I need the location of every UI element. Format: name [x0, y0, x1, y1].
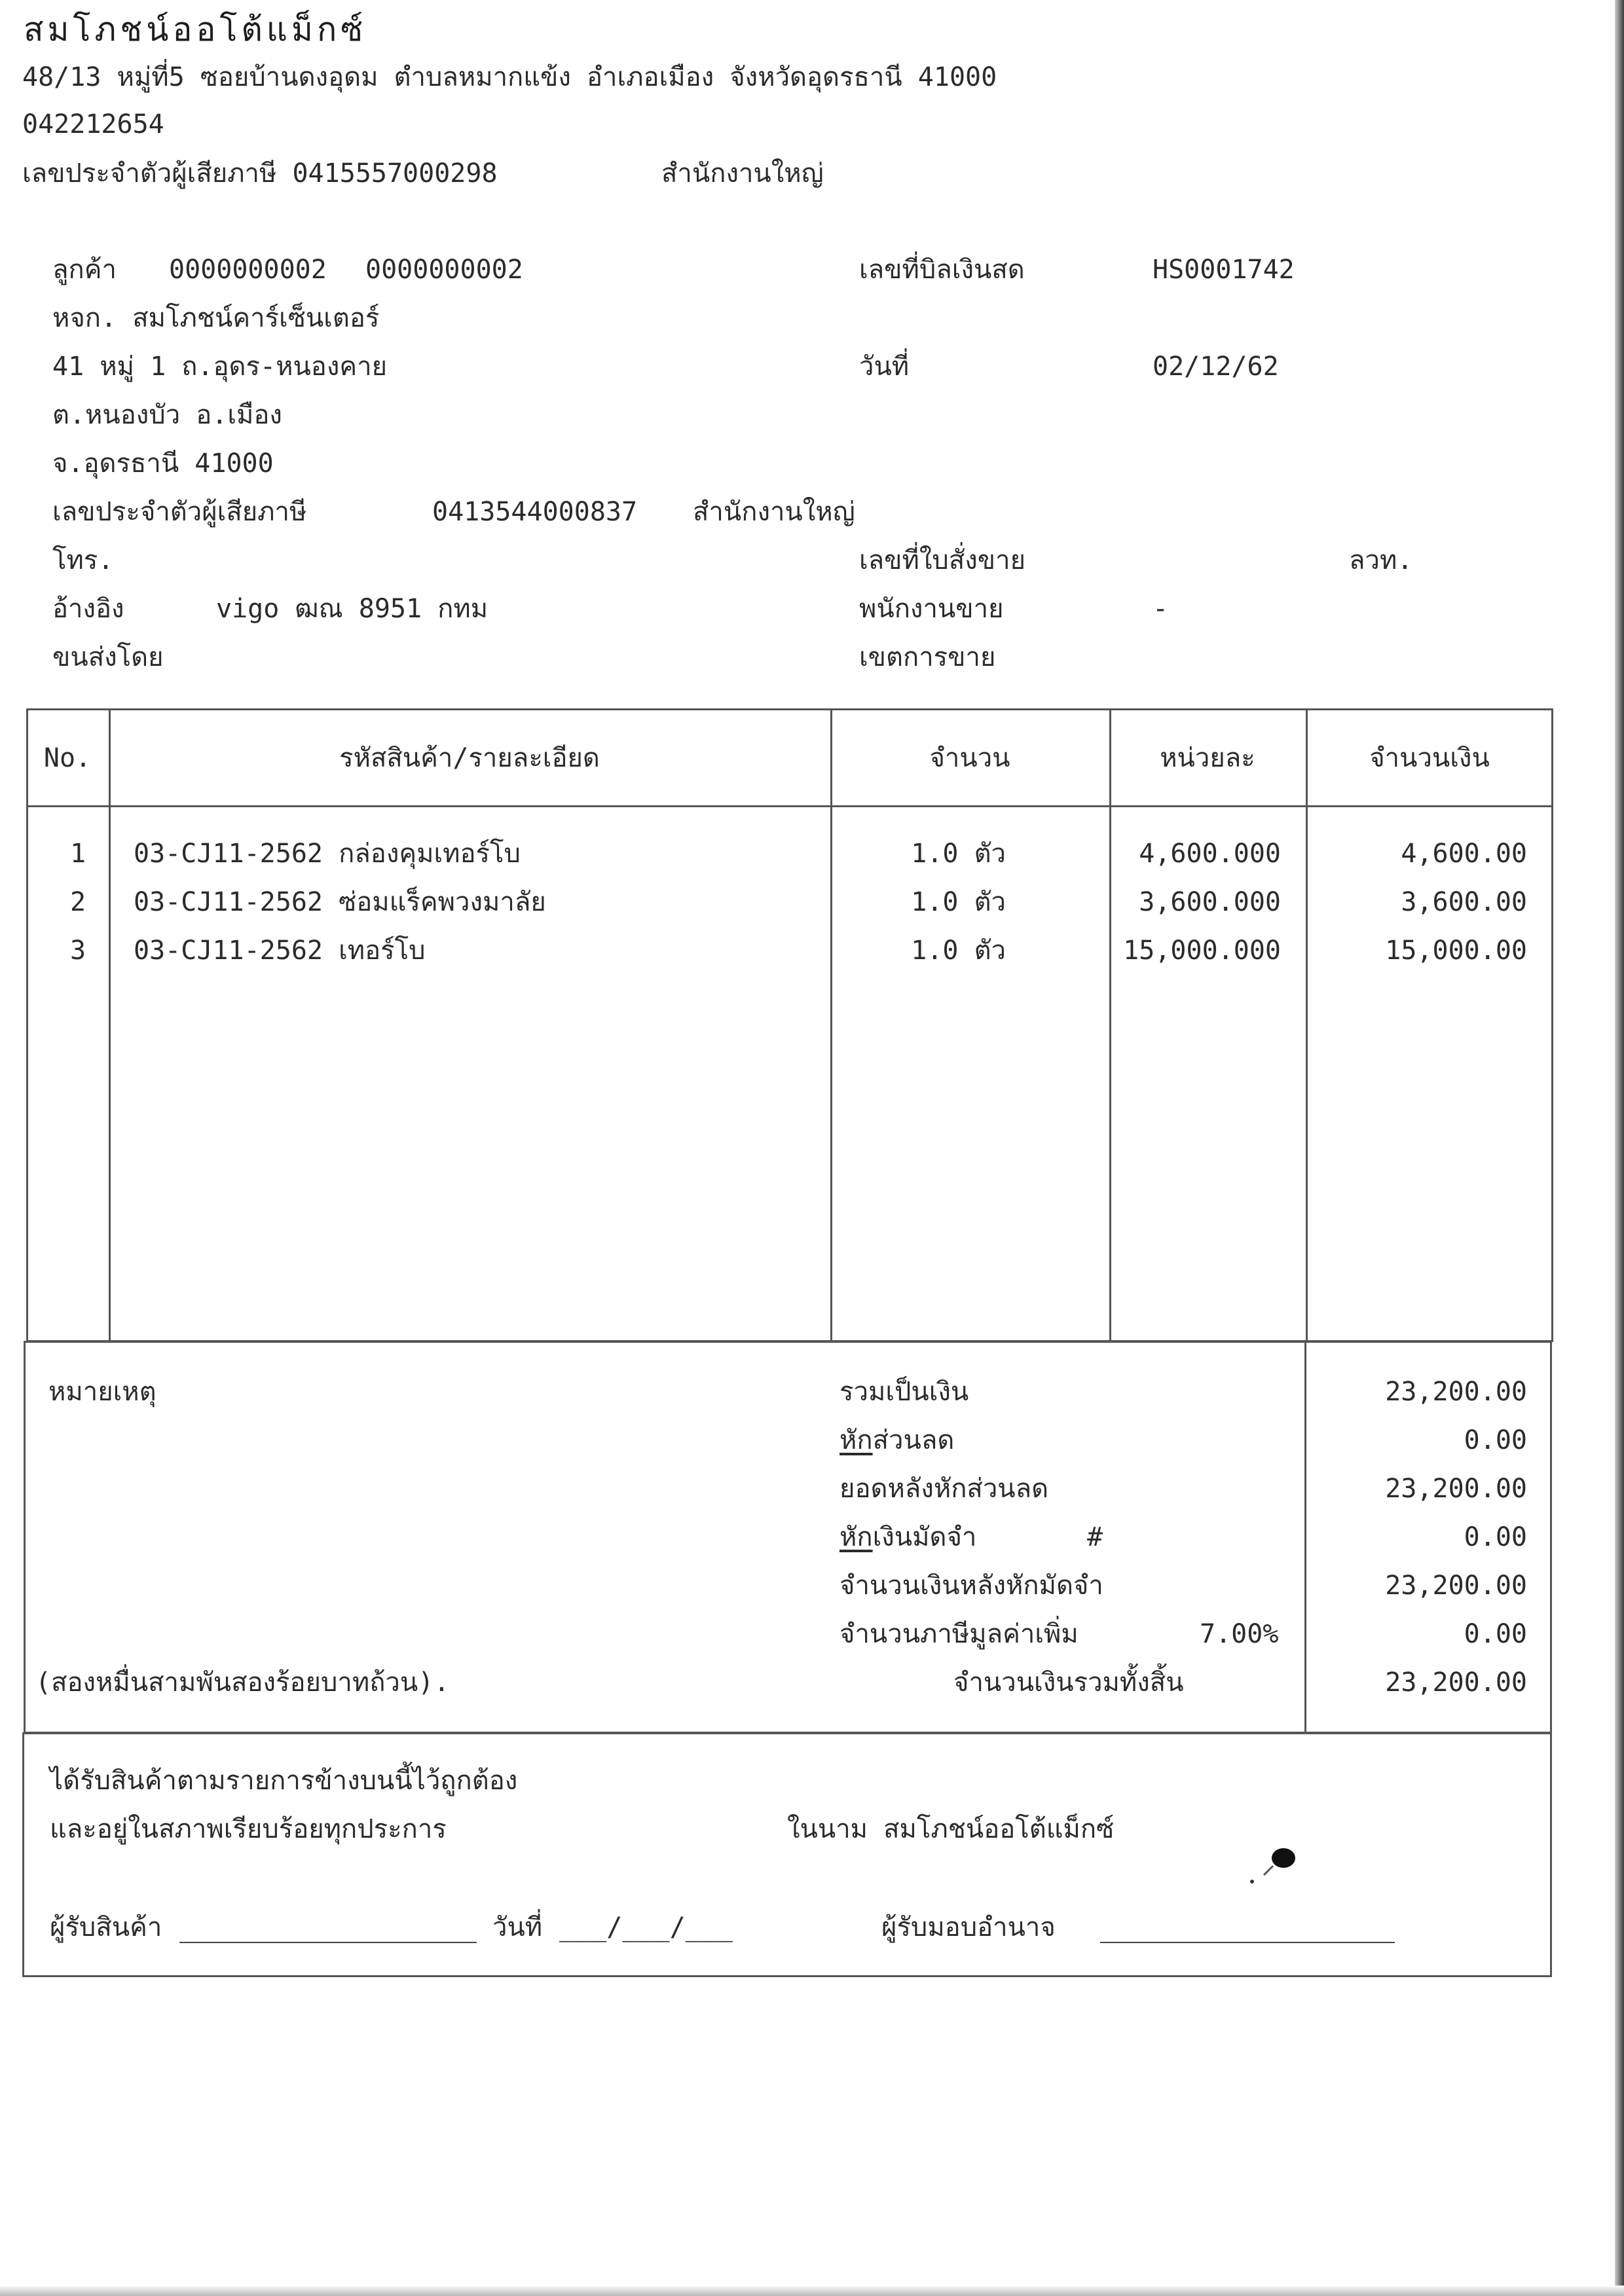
phone-label: โทร. — [52, 545, 114, 575]
row-unit-price: 3,600.000 — [1139, 887, 1281, 917]
grand-total-value: 23,200.00 — [1385, 1667, 1527, 1698]
after-deposit-value: 23,200.00 — [1385, 1571, 1527, 1601]
company-tax-id: เลขประจำตัวผู้เสียภาษี 0415557000298 — [22, 158, 498, 189]
row-quantity: 1.0 ตัว — [911, 839, 1006, 869]
order-number-label: เลขที่ใบสั่งขาย — [859, 545, 1026, 575]
row-unit-price: 4,600.000 — [1139, 839, 1281, 869]
row-amount: 3,600.00 — [1401, 887, 1527, 917]
reference-label: อ้างอิง — [52, 594, 124, 624]
bill-number-label: เลขที่บิลเงินสด — [859, 255, 1025, 285]
column-divider — [1109, 708, 1111, 1342]
row-no: 2 — [69, 887, 86, 917]
deposit-label — [840, 1524, 976, 1550]
items-table — [26, 708, 1553, 1342]
vat-label: จำนวนภาษีมูลค่าเพิ่ม — [840, 1619, 1079, 1649]
discount-text: ส่วนลด — [872, 1425, 955, 1455]
bill-number: HS0001742 — [1153, 255, 1295, 285]
customer-name: หจก. สมโภชน์คาร์เซ็นเตอร์ — [52, 303, 380, 333]
receiver-label: ผู้รับสินค้า — [50, 1912, 162, 1942]
salesperson-label: พนักงานขาย — [859, 594, 1004, 624]
remark-label: หมายเหตุ — [48, 1377, 157, 1407]
invoice-date: 02/12/62 — [1153, 352, 1279, 382]
company-name: สมโภชน์ออโต้แม็กซ์ — [24, 10, 367, 48]
on-behalf-of: ในนาม สมโภชน์ออโต้แม็กซ์ — [787, 1814, 1115, 1844]
receipt-date-label: วันที่ — [492, 1912, 543, 1942]
row-amount: 4,600.00 — [1401, 839, 1527, 869]
company-branch: สำนักงานใหญ่ — [661, 158, 824, 189]
after-discount-value: 23,200.00 — [1385, 1474, 1527, 1504]
column-divider — [830, 708, 832, 1342]
shipping-label: ขนส่งโดย — [52, 642, 164, 672]
authorized-signature-line — [1100, 1942, 1395, 1943]
grand-total-label: จำนวนเงินรวมทั้งสิ้น — [953, 1667, 1184, 1698]
received-statement-2: และอยู่ในสภาพเรียบร้อยทุกประการ — [50, 1814, 447, 1844]
deposit-hash: # — [1087, 1522, 1103, 1552]
vat-value: 0.00 — [1464, 1619, 1527, 1649]
sales-area-label: เขตการขาย — [859, 642, 996, 672]
row-description: 03-CJ11-2562 ซ่อมแร็คพวงมาลัย — [134, 887, 546, 917]
deposit-value: 0.00 — [1464, 1522, 1527, 1552]
column-divider — [109, 708, 111, 1342]
customer-code-2: 0000000002 — [365, 255, 523, 285]
customer-label: ลูกค้า — [52, 255, 117, 285]
subtotal-label: รวมเป็นเงิน — [840, 1377, 969, 1407]
vat-rate: 7.00% — [1200, 1619, 1279, 1649]
row-no: 3 — [69, 936, 86, 966]
header-unit-price: หน่วยละ — [1160, 743, 1255, 773]
customer-address-2: ต.หนองบัว อ.เมือง — [52, 400, 282, 430]
row-quantity: 1.0 ตัว — [911, 936, 1006, 966]
company-address: 48/13 หมู่ที่5 ซอยบ้านดงอุดม ตำบลหมากแข้ง อำเภอเมือง จังหวัดอุดรธานี 41000 — [22, 62, 997, 92]
column-divider — [1306, 708, 1308, 1342]
customer-tax-label: เลขประจำตัวผู้เสียภาษี — [52, 497, 307, 527]
amount-in-words: (สองหมื่นสามพันสองร้อยบาทถ้วน). — [35, 1667, 450, 1698]
deposit-prefix: หัก — [840, 1522, 873, 1552]
subtotal-value: 23,200.00 — [1385, 1377, 1527, 1407]
scan-edge-bottom — [0, 2286, 1624, 2296]
row-amount: 15,000.00 — [1385, 936, 1527, 966]
customer-branch: สำนักงานใหญ่ — [693, 497, 855, 527]
header-amount: จำนวนเงิน — [1369, 743, 1490, 773]
ink-blot — [1244, 1834, 1303, 1887]
customer-tax-id: 0413544000837 — [432, 497, 638, 527]
customer-address-1: 41 หมู่ 1 ถ.อุดร-หนองคาย — [52, 352, 388, 382]
row-quantity: 1.0 ตัว — [911, 887, 1006, 917]
after-deposit-label: จำนวนเงินหลังหักมัดจำ — [840, 1571, 1103, 1601]
header-quantity: จำนวน — [929, 743, 1010, 773]
header-description: รหัสสินค้า/รายละเอียด — [339, 743, 600, 773]
receiver-signature-line — [179, 1942, 477, 1943]
row-no: 1 — [69, 839, 86, 869]
customer-address-3: จ.อุดรธานี 41000 — [52, 448, 274, 479]
header-no: No. — [43, 743, 92, 773]
after-discount-label: ยอดหลังหักส่วนลด — [840, 1474, 1049, 1504]
discount-value: 0.00 — [1464, 1425, 1527, 1455]
customer-code: 0000000002 — [169, 255, 327, 285]
discount-prefix: หัก — [840, 1425, 873, 1455]
deposit-text: เงินมัดจำ — [872, 1522, 977, 1552]
row-description: 03-CJ11-2562 กล่องคุมเทอร์โบ — [134, 839, 521, 869]
row-description: 03-CJ11-2562 เทอร์โบ — [134, 936, 426, 966]
company-phone: 042212654 — [22, 109, 164, 139]
reference-value: vigo ฒณ 8951 กทม — [216, 594, 489, 624]
receipt-date-blank: ___/___/___ — [559, 1912, 733, 1942]
invoice-date-label: วันที่ — [859, 352, 910, 382]
order-number: ลวท. — [1349, 545, 1413, 575]
salesperson-value: - — [1153, 594, 1169, 624]
table-header-divider — [26, 805, 1553, 807]
authorized-label: ผู้รับมอบอำนาจ — [881, 1912, 1056, 1942]
received-statement-1: ได้รับสินค้าตามรายการข้างบนนี้ไว้ถูกต้อง — [50, 1766, 518, 1796]
discount-label — [840, 1427, 954, 1453]
row-unit-price: 15,000.000 — [1123, 936, 1281, 966]
scan-edge-right — [1615, 0, 1624, 2296]
